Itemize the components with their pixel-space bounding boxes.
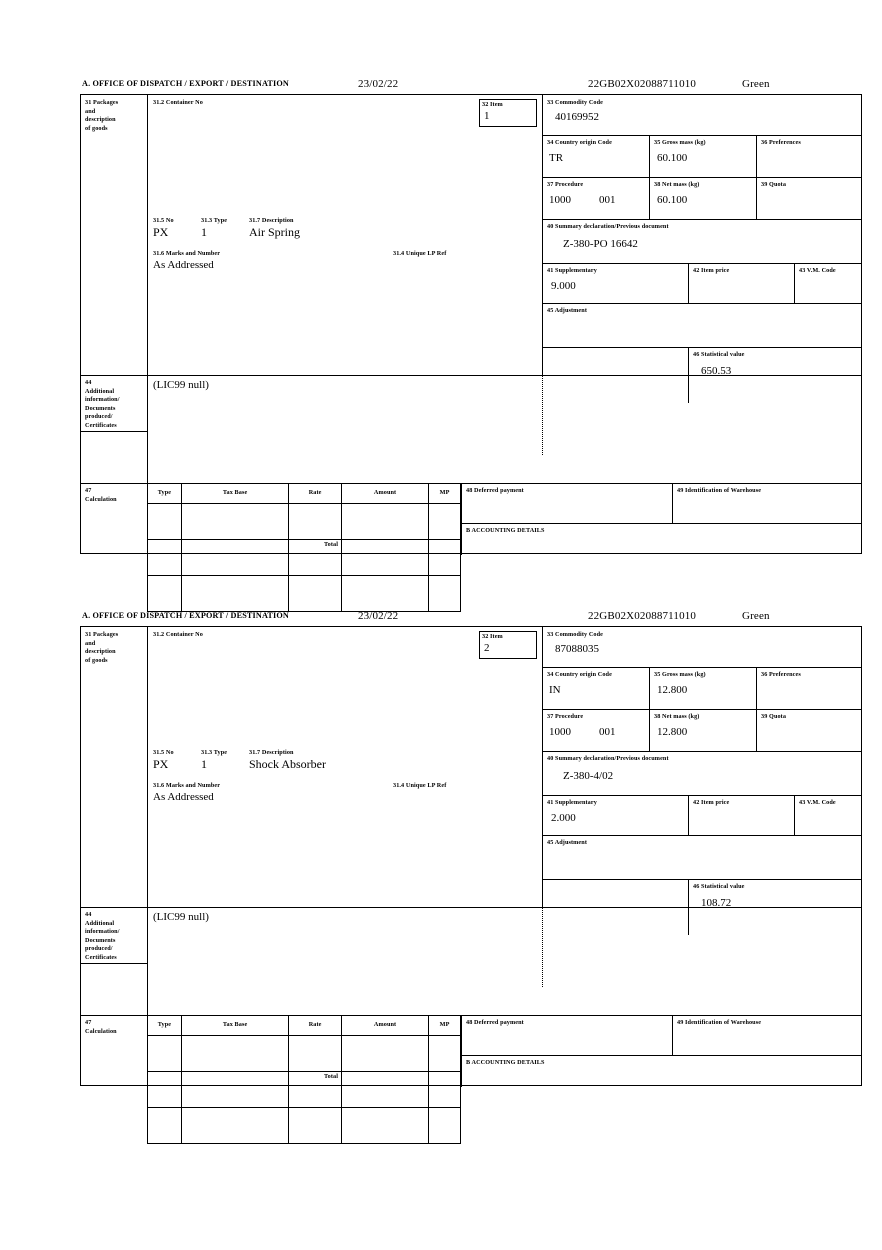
field-31-5-label: 31.5 No xyxy=(153,217,174,224)
divider-accounting-top xyxy=(461,1055,861,1056)
calc-cell-type xyxy=(148,540,182,576)
divider-field44-label xyxy=(81,963,147,964)
calc-cell-rate xyxy=(289,1036,342,1072)
field-38-value: 60.100 xyxy=(657,194,688,206)
field-31-3-value: 1 xyxy=(201,225,207,239)
field-43-label: 43 V.M. Code xyxy=(799,799,836,806)
field-44-label: 44 Additional information/ Documents produced/ Certificates xyxy=(85,379,120,429)
divider-dotted-left xyxy=(542,347,543,455)
divider-f46-left xyxy=(688,879,689,935)
calc-cell-mp xyxy=(429,576,461,612)
field-41-label: 41 Supplementary xyxy=(547,267,597,274)
office-of-dispatch-label: A. OFFICE OF DISPATCH / EXPORT / DESTINATION xyxy=(82,79,289,88)
calc-cell-mp xyxy=(429,504,461,540)
calc-cell-type xyxy=(148,1108,182,1144)
field-35-label: 35 Gross mass (kg) xyxy=(654,671,706,678)
calc-cell-amount xyxy=(341,576,428,612)
field-31-7-label: 31.7 Description xyxy=(249,217,294,224)
field-31-5-label: 31.5 No xyxy=(153,749,174,756)
divider-f40-bottom xyxy=(542,795,861,796)
field-38-value: 12.800 xyxy=(657,726,688,738)
field-31-3-value: 1 xyxy=(201,757,207,771)
divider-above-field44 xyxy=(81,375,861,376)
divider-above-field44 xyxy=(81,907,861,908)
divider-f41-bottom xyxy=(542,303,861,304)
field-37-label: 37 Procedure xyxy=(547,181,584,188)
field-36-label: 36 Preferences xyxy=(761,671,801,678)
divider-f46-top xyxy=(688,879,861,880)
field-39-label: 39 Quota xyxy=(761,713,787,720)
field-43-label: 43 V.M. Code xyxy=(799,267,836,274)
field-42-label: 42 Item price xyxy=(693,267,730,274)
field-38-label: 38 Net mass (kg) xyxy=(654,181,700,188)
calc-cell-rate xyxy=(289,576,342,612)
field-37-label: 37 Procedure xyxy=(547,713,584,720)
field-40-value: Z-380-4/02 xyxy=(563,770,614,782)
header-date: 23/02/22 xyxy=(358,610,399,622)
calculation-header-row xyxy=(148,484,461,504)
field-47-label: 47 Calculation xyxy=(85,1019,117,1035)
field-45-label: 45 Adjustment xyxy=(547,839,587,846)
calc-cell-amount xyxy=(341,1108,428,1144)
divider-field49-left xyxy=(672,1015,673,1055)
table-row xyxy=(148,1108,461,1144)
header-mrn: 22GB02X02088711010 xyxy=(588,78,697,90)
field-34-value: IN xyxy=(549,684,561,696)
field-B-label: B ACCOUNTING DETAILS xyxy=(466,527,545,534)
calc-cell-type xyxy=(148,576,182,612)
field-31-6-label: 31.6 Marks and Number xyxy=(153,782,221,789)
field-31-4-label: 31.4 Unique LP Ref xyxy=(393,250,447,257)
calc-cell-amount xyxy=(341,504,428,540)
divider-field49-left xyxy=(672,483,673,523)
table-row xyxy=(148,504,461,540)
field-48-label: 48 Deferred payment xyxy=(466,1019,524,1026)
calc-col-amount: Amount xyxy=(341,484,428,504)
calc-cell-mp xyxy=(429,540,461,576)
divider-field44-label xyxy=(81,431,147,432)
field-31-6-value: As Addressed xyxy=(153,259,214,271)
field-33-label: 33 Commodity Code xyxy=(547,99,604,106)
field-32-item-box xyxy=(479,99,537,127)
field-31-6-label: 31.6 Marks and Number xyxy=(153,250,221,257)
calculation-header-row xyxy=(148,1016,461,1036)
calc-total-label: Total xyxy=(323,540,339,548)
field-34-label: 34 Country origin Code xyxy=(547,671,612,678)
field-47-label: 47 Calculation xyxy=(85,487,117,503)
field-31-7-label: 31.7 Description xyxy=(249,749,294,756)
field-40-label: 40 Summary declaration/Previous document xyxy=(547,223,669,230)
header-date: 23/02/22 xyxy=(358,78,399,90)
field-B-label: B ACCOUNTING DETAILS xyxy=(466,1059,545,1066)
divider-field48-left xyxy=(461,1015,462,1087)
divider-f37-bottom xyxy=(542,219,861,220)
divider-f46-top xyxy=(688,347,861,348)
field-35-label: 35 Gross mass (kg) xyxy=(654,139,706,146)
calc-cell-type xyxy=(148,1072,182,1108)
field-32-item-box xyxy=(479,631,537,659)
divider-field31-left xyxy=(147,627,148,907)
divider-f42-left xyxy=(688,263,689,303)
field-44-value: (LIC99 null) xyxy=(153,911,209,923)
field-45-label: 45 Adjustment xyxy=(547,307,587,314)
calc-col-rate: Rate xyxy=(289,1016,342,1036)
field-31-3-label: 31.3 Type xyxy=(201,749,228,756)
divider-field31-left xyxy=(147,95,148,375)
divider-f42-left xyxy=(688,795,689,835)
field-46-value: 108.72 xyxy=(701,897,732,909)
field-31-label: 31 Packages and description of goods xyxy=(85,99,119,132)
field-39-label: 39 Quota xyxy=(761,181,787,188)
divider-field48-left xyxy=(461,483,462,555)
field-31-7-value: Shock Absorber xyxy=(249,757,326,771)
table-row xyxy=(148,1036,461,1072)
calc-cell-mp xyxy=(429,1072,461,1108)
divider-accounting-top xyxy=(461,523,861,524)
divider-f35-left xyxy=(649,135,650,219)
calc-col-taxbase: Tax Base xyxy=(181,484,288,504)
field-37-value-b: 001 xyxy=(599,194,616,206)
field-40-value: Z-380-PO 16642 xyxy=(563,238,638,250)
calc-cell-taxbase xyxy=(181,576,288,612)
field-35-value: 60.100 xyxy=(657,152,688,164)
calc-col-mp: MP xyxy=(429,484,461,504)
field-32-value: 1 xyxy=(484,109,490,122)
divider-f43-left xyxy=(794,795,795,835)
divider-f35-left xyxy=(649,667,650,751)
field-33-value: 40169952 xyxy=(555,111,599,123)
office-of-dispatch-label: A. OFFICE OF DISPATCH / EXPORT / DESTINATION xyxy=(82,611,289,620)
form-body xyxy=(80,94,862,554)
field-32-value: 2 xyxy=(484,641,490,654)
calc-col-amount: Amount xyxy=(341,1016,428,1036)
field-34-label: 34 Country origin Code xyxy=(547,139,612,146)
field-31-2-label: 31.2 Container No xyxy=(153,631,203,638)
divider-f34-bottom xyxy=(542,709,861,710)
customs-declaration-form-item-2 xyxy=(80,610,862,1086)
field-44-value: (LIC99 null) xyxy=(153,379,209,391)
form-header xyxy=(80,610,862,626)
form-header xyxy=(80,78,862,94)
calc-cell-mp xyxy=(429,1108,461,1144)
calc-cell-mp xyxy=(429,1036,461,1072)
header-lane-status: Green xyxy=(742,78,770,90)
calc-col-rate: Rate xyxy=(289,484,342,504)
calc-cell-type xyxy=(148,504,182,540)
field-34-value: TR xyxy=(549,152,564,164)
field-31-5-value: PX xyxy=(153,225,169,239)
table-row xyxy=(148,576,461,612)
field-33-value: 87088035 xyxy=(555,643,599,655)
calc-col-type: Type xyxy=(148,1016,182,1036)
divider-f40-bottom xyxy=(542,263,861,264)
calc-col-taxbase: Tax Base xyxy=(181,1016,288,1036)
calc-col-type: Type xyxy=(148,484,182,504)
field-38-label: 38 Net mass (kg) xyxy=(654,713,700,720)
header-mrn: 22GB02X02088711010 xyxy=(588,610,697,622)
calc-total-label: Total xyxy=(323,1072,339,1080)
field-32-label: 32 Item xyxy=(482,101,503,108)
customs-declaration-form-item-1 xyxy=(80,78,862,554)
calc-cell-amount xyxy=(341,1036,428,1072)
field-41-value: 2.000 xyxy=(551,812,576,824)
field-49-label: 49 Identification of Warehouse xyxy=(677,487,762,494)
divider-f36-left xyxy=(756,667,757,751)
calc-cell-taxbase xyxy=(181,1036,288,1072)
divider-f43-left xyxy=(794,263,795,303)
divider-right-column xyxy=(542,95,543,375)
divider-f41-bottom xyxy=(542,835,861,836)
divider-f33-bottom xyxy=(542,667,861,668)
divider-f36-left xyxy=(756,135,757,219)
field-31-5-value: PX xyxy=(153,757,169,771)
field-41-value: 9.000 xyxy=(551,280,576,292)
field-46-label: 46 Statistical value xyxy=(693,883,745,890)
field-31-6-value: As Addressed xyxy=(153,791,214,803)
field-37-value-a: 1000 xyxy=(549,726,571,738)
form-body xyxy=(80,626,862,1086)
field-37-value-b: 001 xyxy=(599,726,616,738)
field-31-label: 31 Packages and description of goods xyxy=(85,631,119,664)
divider-dotted-left xyxy=(542,879,543,987)
calc-cell-taxbase xyxy=(181,504,288,540)
calc-col-mp: MP xyxy=(429,1016,461,1036)
header-lane-status: Green xyxy=(742,610,770,622)
divider-f37-bottom xyxy=(542,751,861,752)
field-32-label: 32 Item xyxy=(482,633,503,640)
divider-f33-bottom xyxy=(542,135,861,136)
field-31-7-value: Air Spring xyxy=(249,225,300,239)
divider-f34-bottom xyxy=(542,177,861,178)
divider-f46-left xyxy=(688,347,689,403)
field-49-label: 49 Identification of Warehouse xyxy=(677,1019,762,1026)
field-31-4-label: 31.4 Unique LP Ref xyxy=(393,782,447,789)
field-31-3-label: 31.3 Type xyxy=(201,217,228,224)
field-36-label: 36 Preferences xyxy=(761,139,801,146)
calc-cell-rate xyxy=(289,1108,342,1144)
field-33-label: 33 Commodity Code xyxy=(547,631,604,638)
field-46-value: 650.53 xyxy=(701,365,732,377)
calc-cell-taxbase xyxy=(181,1108,288,1144)
field-41-label: 41 Supplementary xyxy=(547,799,597,806)
divider-right-column xyxy=(542,627,543,907)
field-46-label: 46 Statistical value xyxy=(693,351,745,358)
field-48-label: 48 Deferred payment xyxy=(466,487,524,494)
calc-cell-type xyxy=(148,1036,182,1072)
field-44-label: 44 Additional information/ Documents produced/ Certificates xyxy=(85,911,120,961)
field-37-value-a: 1000 xyxy=(549,194,571,206)
field-31-2-label: 31.2 Container No xyxy=(153,99,203,106)
field-40-label: 40 Summary declaration/Previous document xyxy=(547,755,669,762)
field-35-value: 12.800 xyxy=(657,684,688,696)
calc-cell-rate xyxy=(289,504,342,540)
field-42-label: 42 Item price xyxy=(693,799,730,806)
